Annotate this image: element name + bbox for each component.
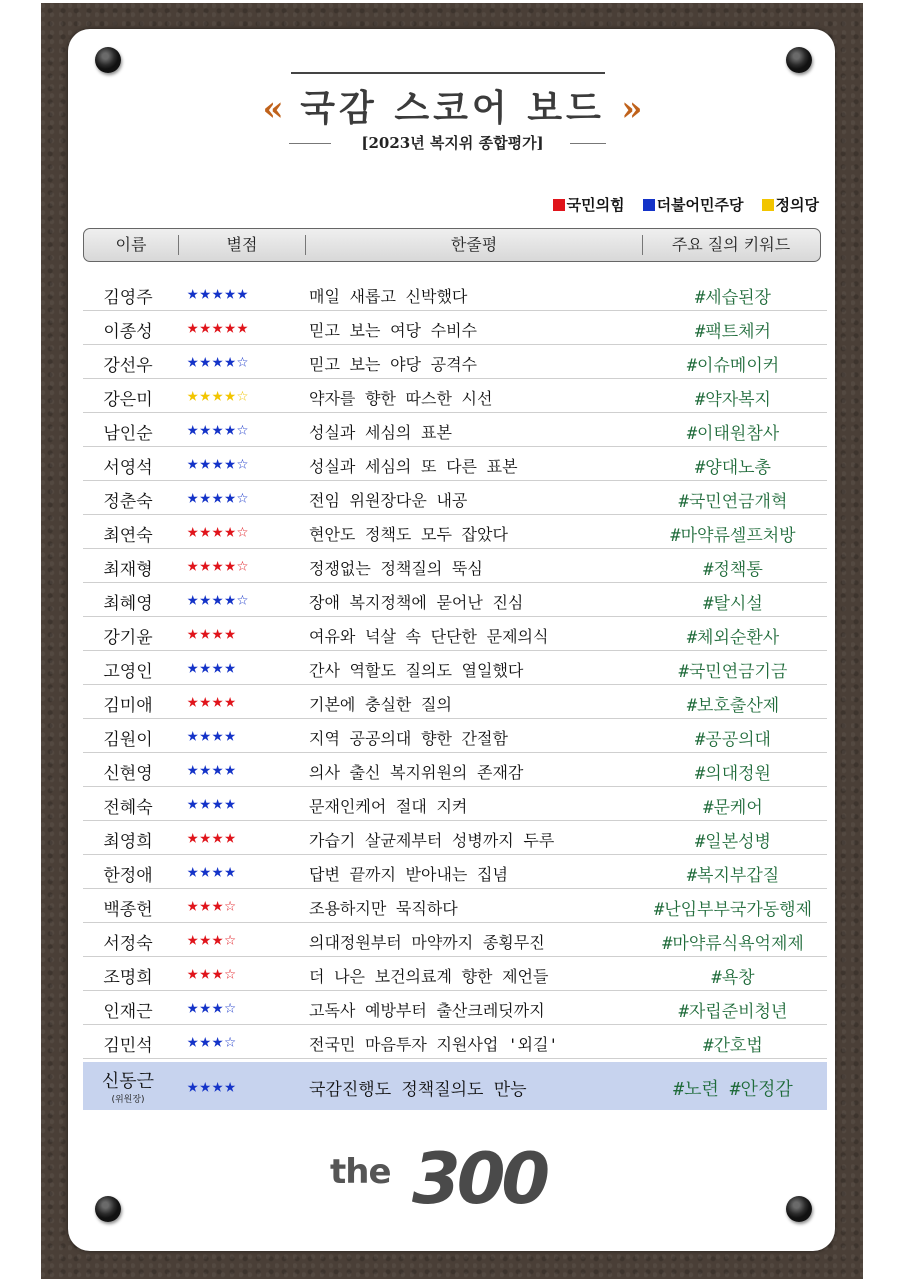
member-name: 강은미 [103,390,153,410]
star-rating: ★★★★ [187,860,237,882]
table-row [83,821,827,855]
member-name: 이종성 [103,322,153,342]
one-line-review: 간사 역할도 질의도 열일했다 [309,661,524,680]
keyword-tag: #문케어 [703,798,763,818]
legend-item [643,194,744,215]
table-row [83,345,827,379]
legend-item [553,194,625,215]
legend-label: 국민의힘 [566,196,625,214]
table-row [83,311,827,345]
table-row [83,685,827,719]
the300-logo [330,1138,570,1228]
keyword-tag: #의대정원 [695,764,771,784]
keyword-tag: #일본성병 [695,832,771,852]
title-text: 국감 스코어 보드 [300,87,605,129]
member-name: 김원이 [103,730,153,750]
logo-prefix: the [330,1152,391,1192]
one-line-review: 장애 복지정책에 묻어난 진심 [309,593,524,612]
member-name: 서영석 [103,458,153,478]
one-line-review: 성실과 세심의 또 다른 표본 [309,457,518,476]
table-row [83,277,827,311]
member-name: 인재근 [103,1002,153,1022]
table-row [83,617,827,651]
table-row [83,379,827,413]
member-name: 백종헌 [103,900,153,920]
star-rating: ★★★★★ [187,316,250,338]
table-row [83,855,827,889]
member-name: 서정숙 [103,934,153,954]
header-comment: 한줄평 [450,235,498,254]
keyword-tag: #양대노총 [695,458,771,478]
member-name: 김미애 [103,696,153,716]
table-row [83,991,827,1025]
member-name: 최영희 [103,832,153,852]
member-name: 김민석 [103,1036,153,1056]
keyword-tag: #마약류식욕억제제 [662,934,804,954]
keyword-tag: #난임부부국가동행제 [653,900,813,920]
legend-label: 정의당 [775,196,819,214]
one-line-review: 매일 새롭고 신박했다 [309,287,468,306]
table-row [83,447,827,481]
star-rating: ★★★★ [187,792,237,814]
table-row [83,719,827,753]
member-name: 강선우 [103,356,153,376]
member-name: 최연숙 [103,526,153,546]
star-rating: ★★★☆ [187,1030,237,1052]
pin-icon [95,47,121,73]
member-name: 최혜영 [103,594,153,614]
member-name: 신현영 [103,764,153,784]
page-title [0,80,905,131]
star-rating: ★★★☆ [187,928,237,950]
keyword-tag: #체외순환사 [686,628,780,648]
star-rating: ★★★★ [187,622,237,644]
table-row [83,923,827,957]
table-row [83,651,827,685]
star-rating: ★★★★★ [187,282,250,304]
star-rating: ★★★★ [187,724,237,746]
subtitle: [2023년 복지위 종합평가] [361,134,544,152]
one-line-review: 가습기 살균제부터 성병까지 두루 [309,831,555,850]
star-rating: ★★★★ [187,1075,237,1097]
member-name: 한정애 [103,866,153,886]
chair-name: 신동근 [101,1071,155,1092]
member-name: 정춘숙 [103,492,153,512]
member-name: 김영주 [103,288,153,308]
chair-row [83,1062,827,1110]
table-row [83,515,827,549]
one-line-review: 여유와 넉살 속 단단한 문제의식 [309,627,549,646]
chair-keyword: #노련 #안정감 [673,1079,793,1100]
logo-number: 300 [412,1138,547,1220]
one-line-review: 믿고 보는 여당 수비수 [309,321,478,340]
star-rating: ★★★★☆ [187,418,250,440]
left-chevron-icon: « [262,89,284,129]
one-line-review: 지역 공공의대 향한 간절함 [309,729,508,748]
chair-comment: 국감진행도 정책질의도 만능 [309,1080,527,1100]
header-keyword: 주요 질의 키워드 [671,235,791,254]
one-line-review: 믿고 보는 야당 공격수 [309,355,478,374]
keyword-tag: #욕창 [711,968,755,988]
table-row [83,413,827,447]
table-row [83,1025,827,1059]
keyword-tag: #간호법 [703,1036,763,1056]
title-rule [291,72,605,74]
chair-role: (위원장) [111,1095,145,1105]
one-line-review: 전임 위원장다운 내공 [309,491,468,510]
one-line-review: 약자를 향한 따스한 시선 [309,389,493,408]
one-line-review: 더 나은 보건의료계 향한 제언들 [309,967,549,986]
one-line-review: 성실과 세심의 표본 [309,423,452,442]
legend-label: 더불어민주당 [656,196,744,214]
keyword-tag: #세습된장 [695,288,771,308]
table-row [83,481,827,515]
keyword-tag: #국민연금개혁 [678,492,788,512]
keyword-tag: #자립준비청년 [678,1002,788,1022]
member-name: 고영인 [103,662,153,682]
one-line-review: 전국민 마음투자 지원사업 '외길' [309,1035,559,1054]
member-name: 최재형 [103,560,153,580]
pin-icon [786,47,812,73]
member-name: 조명희 [103,968,153,988]
star-rating: ★★★★☆ [187,554,250,576]
pin-icon [95,1196,121,1222]
one-line-review: 조용하지만 묵직하다 [309,899,458,918]
star-rating: ★★★★☆ [187,486,250,508]
star-rating: ★★★★☆ [187,588,250,610]
subtitle-row [0,132,905,154]
one-line-review: 의대정원부터 마약까지 종횡무진 [309,933,545,952]
table-header [83,228,821,262]
table-row [83,957,827,991]
party-legend [553,194,819,215]
member-name: 전혜숙 [103,798,153,818]
keyword-tag: #보호출산제 [686,696,780,716]
table-row [83,753,827,787]
right-chevron-icon: » [621,89,643,129]
star-rating: ★★★☆ [187,894,237,916]
one-line-review: 답변 끝까지 받아내는 집념 [309,865,508,884]
one-line-review: 정쟁없는 정책질의 뚝심 [309,559,483,578]
member-name: 남인순 [103,424,153,444]
keyword-tag: #팩트체커 [695,322,771,342]
table-row [83,787,827,821]
keyword-tag: #공공의대 [695,730,771,750]
pin-icon [786,1196,812,1222]
keyword-tag: #이태원참사 [686,424,780,444]
table-row [83,583,827,617]
member-name: 강기윤 [103,628,153,648]
legend-swatch [643,199,655,211]
legend-swatch [553,199,565,211]
star-rating: ★★★☆ [187,996,237,1018]
star-rating: ★★★★ [187,690,237,712]
header-stars: 별점 [226,235,258,254]
keyword-tag: #국민연금기금 [678,662,788,682]
keyword-tag: #탈시설 [703,594,763,614]
keyword-tag: #복지부갑질 [686,866,780,886]
star-rating: ★★★★☆ [187,350,250,372]
one-line-review: 기본에 충실한 질의 [309,695,452,714]
header-name: 이름 [115,235,147,254]
keyword-tag: #이슈메이커 [686,356,780,376]
star-rating: ★★★★ [187,758,237,780]
star-rating: ★★★★☆ [187,452,250,474]
one-line-review: 의사 출신 복지위원의 존재감 [309,763,524,782]
table-row [83,889,827,923]
star-rating: ★★★★ [187,656,237,678]
keyword-tag: #약자복지 [695,390,771,410]
star-rating: ★★★★ [187,826,237,848]
keyword-tag: #정책통 [703,560,763,580]
table-row [83,549,827,583]
one-line-review: 현안도 정책도 모두 잡았다 [309,525,508,544]
legend-swatch [762,199,774,211]
keyword-tag: #마약류셀프처방 [670,526,796,546]
star-rating: ★★★★☆ [187,520,250,542]
one-line-review: 문재인케어 절대 지켜 [309,797,468,816]
subtitle-rule-right [570,143,606,144]
star-rating: ★★★★☆ [187,384,250,406]
star-rating: ★★★☆ [187,962,237,984]
legend-item [762,194,819,215]
one-line-review: 고독사 예방부터 출산크레딧까지 [309,1001,545,1020]
